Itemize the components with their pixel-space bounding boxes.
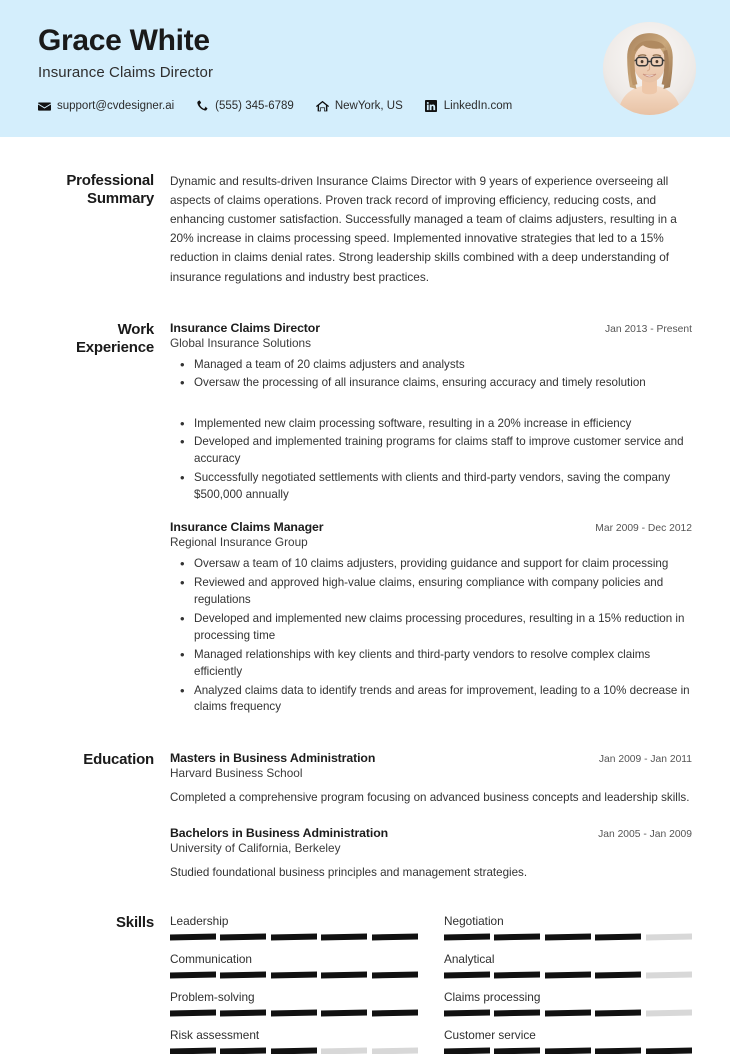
skill-level-bar xyxy=(444,972,692,978)
skill-level-bar xyxy=(170,1048,418,1054)
contact-email-text: support@cvdesigner.ai xyxy=(57,100,175,113)
work-role: Insurance Claims Manager xyxy=(170,520,324,535)
summary-text: Dynamic and results-driven Insurance Claims Director with 9 years of experience overseeing all aspects of claims operations. Proven track record of improving efficiency, reducing costs, and enhancing customer satisfaction. Successfully managed a team of claims adjusters, resulting in a 20% increase in claims processing speed. Implemented innovative strategies that led to a 15% reduction in claims denial rates. Strong leadership skills combined with a deep understanding of insurance regulations and industry best practices. xyxy=(170,174,677,284)
work-bullets xyxy=(170,556,692,716)
list-item: • Analyzed claims data to identify trends and areas for improvement, leading to a 10% decrease in claims frequency xyxy=(194,683,692,717)
work-role: Insurance Claims Director xyxy=(170,320,320,335)
skill-name: Analytical xyxy=(444,951,495,966)
education-date: Jan 2005 - Jan 2009 xyxy=(598,829,692,841)
profile-photo-illustration xyxy=(603,22,696,115)
contact-email[interactable] xyxy=(38,100,174,113)
section-label-work: Work Experience xyxy=(75,320,154,356)
work-entry xyxy=(170,520,692,716)
skill-name: Customer service xyxy=(444,1027,536,1042)
bullet-group-spacer xyxy=(170,393,692,409)
page-title: Grace White xyxy=(38,24,210,57)
skill-item xyxy=(170,990,418,1016)
skill-segment-filled xyxy=(271,1047,317,1054)
skill-item xyxy=(170,1028,418,1054)
skill-segment-filled xyxy=(220,1047,266,1054)
skill-segment-filled xyxy=(494,933,540,940)
skill-segment-filled xyxy=(545,971,591,978)
work-date: Mar 2009 - Dec 2012 xyxy=(595,523,692,535)
list-item: • Developed and implemented training programs for claims staff to improve customer service and accuracy xyxy=(194,434,692,468)
skill-segment-filled xyxy=(170,1009,216,1016)
education-school: University of California, Berkeley xyxy=(170,841,341,856)
skill-segment-filled xyxy=(444,971,490,978)
skill-segment-filled xyxy=(271,971,317,978)
work-organization: Global Insurance Solutions xyxy=(170,335,311,350)
skill-name: Risk assessment xyxy=(170,1027,260,1042)
skill-segment-filled xyxy=(170,933,216,940)
skill-segment-filled xyxy=(321,971,367,978)
list-item: • Oversaw a team of 10 claims adjusters, providing guidance and support for claim processing xyxy=(194,556,692,573)
contact-list xyxy=(38,100,696,113)
skill-segment-filled xyxy=(220,971,266,978)
skill-segment-filled xyxy=(170,971,216,978)
list-item: • Managed a team of 20 claims adjusters and analysts xyxy=(194,357,692,374)
job-title: Insurance Claims Director xyxy=(38,63,214,81)
section-label-skills: Skills xyxy=(116,913,154,931)
skills-grid xyxy=(170,914,692,1054)
skill-segment-filled xyxy=(545,1047,591,1054)
contact-linkedin-text: LinkedIn.com xyxy=(443,100,513,113)
skill-item xyxy=(444,990,692,1016)
contact-location-text: NewYork, US xyxy=(334,100,403,113)
education-degree: Masters in Business Administration xyxy=(170,751,376,766)
education-description: Completed a comprehensive program focusing on advanced business concepts and leadership skills. xyxy=(170,791,690,805)
skill-level-bar xyxy=(444,1048,692,1054)
work-entry xyxy=(170,321,692,504)
skill-segment-empty xyxy=(646,933,692,940)
list-item: • Reviewed and approved high-value claims, ensuring compliance with company policies and regulations xyxy=(194,575,692,609)
skill-name: Communication xyxy=(170,951,252,966)
work-entries xyxy=(170,321,692,719)
education-school: Harvard Business School xyxy=(170,766,303,781)
skill-segment-empty xyxy=(646,1009,692,1016)
work-bullets xyxy=(170,357,692,392)
work-bullets-continued xyxy=(170,416,692,505)
section-professional-summary xyxy=(38,172,692,287)
skill-segment-filled xyxy=(372,971,418,978)
skill-segment-filled xyxy=(595,1047,641,1054)
skill-segment-filled xyxy=(372,1009,418,1016)
section-label-education: Education xyxy=(83,751,154,769)
skill-name: Negotiation xyxy=(444,913,504,928)
resume-body xyxy=(0,172,730,1054)
list-item: • Oversaw the processing of all insurance claims, ensuring accuracy and timely resolution xyxy=(194,375,692,392)
skill-segment-filled xyxy=(444,1047,490,1054)
education-entry xyxy=(170,826,692,882)
skill-segment-filled xyxy=(646,1047,692,1054)
list-item: • Managed relationships with key clients and third-party vendors to resolve complex claims efficiently xyxy=(194,647,692,681)
envelope-icon xyxy=(38,100,51,113)
skill-segment-filled xyxy=(545,933,591,940)
education-entries xyxy=(170,751,692,881)
section-skills xyxy=(38,914,692,1054)
skill-segment-filled xyxy=(444,1009,490,1016)
resume-header xyxy=(0,0,730,137)
education-entry xyxy=(170,751,692,807)
skill-segment-filled xyxy=(545,1009,591,1016)
skill-segment-filled xyxy=(220,933,266,940)
skill-segment-filled xyxy=(595,971,641,978)
skill-level-bar xyxy=(444,934,692,940)
skill-level-bar xyxy=(170,972,418,978)
list-item: • Developed and implemented new claims processing procedures, resulting in a 15% reduction in processing time xyxy=(194,611,692,645)
section-label-summary: Professional Summary xyxy=(66,172,154,208)
skill-segment-filled xyxy=(444,933,490,940)
skill-item xyxy=(444,914,692,940)
skill-item xyxy=(444,952,692,978)
skill-segment-filled xyxy=(595,1009,641,1016)
work-date: Jan 2013 - Present xyxy=(604,323,692,335)
skill-segment-filled xyxy=(220,1009,266,1016)
section-work-experience xyxy=(38,321,692,719)
skill-segment-filled xyxy=(271,1009,317,1016)
contact-phone-text: (555) 345-6789 xyxy=(215,100,294,113)
phone-icon xyxy=(196,100,209,113)
skill-segment-empty xyxy=(321,1047,367,1054)
skill-segment-filled xyxy=(372,933,418,940)
section-education xyxy=(38,751,692,881)
skill-segment-filled xyxy=(321,933,367,940)
skill-item xyxy=(170,952,418,978)
skill-level-bar xyxy=(444,1010,692,1016)
skill-item xyxy=(444,1028,692,1054)
skill-segment-filled xyxy=(271,933,317,940)
contact-linkedin[interactable] xyxy=(425,100,512,113)
skill-item xyxy=(170,914,418,940)
skill-name: Claims processing xyxy=(444,989,541,1004)
skill-segment-filled xyxy=(321,1009,367,1016)
list-item: • Successfully negotiated settlements with clients and third-party vendors, saving the company $500,000 annually xyxy=(194,470,692,504)
skill-level-bar xyxy=(170,1010,418,1016)
home-icon xyxy=(316,100,329,113)
skill-segment-filled xyxy=(595,933,641,940)
skill-segment-empty xyxy=(372,1047,418,1054)
contact-location[interactable] xyxy=(316,100,403,113)
skill-segment-filled xyxy=(170,1047,216,1054)
avatar xyxy=(603,22,696,115)
skill-name: Problem-solving xyxy=(170,989,255,1004)
linkedin-icon xyxy=(425,100,438,113)
work-organization: Regional Insurance Group xyxy=(170,535,308,550)
contact-phone[interactable] xyxy=(196,100,294,113)
list-item: • Implemented new claim processing software, resulting in a 20% increase in efficiency xyxy=(194,416,692,433)
education-date: Jan 2009 - Jan 2011 xyxy=(598,754,692,766)
skill-segment-filled xyxy=(494,1009,540,1016)
skill-level-bar xyxy=(170,934,418,940)
skill-name: Leadership xyxy=(170,913,229,928)
education-description: Studied foundational business principles and management strategies. xyxy=(170,866,528,880)
education-degree: Bachelors in Business Administration xyxy=(170,826,389,841)
skill-segment-filled xyxy=(494,1047,540,1054)
skill-segment-empty xyxy=(646,971,692,978)
skill-segment-filled xyxy=(494,971,540,978)
